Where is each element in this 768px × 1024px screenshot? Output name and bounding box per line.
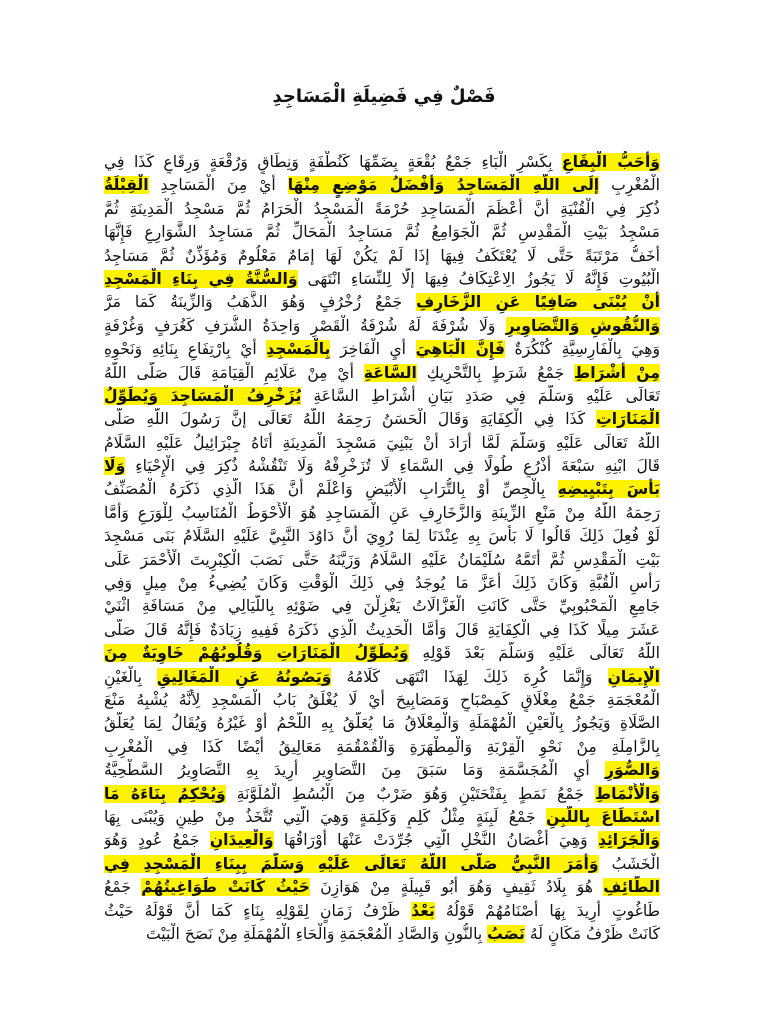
text-segment: هُوَ بِلَادُ ثَقِيفٍ وَهُوَ أَبُو قَبِيلَةٍ مِنْ هَوَازِنَ bbox=[309, 878, 604, 897]
text-segment: أَيِ الْمُجَسَّمَةِ وَمَا سَبَقَ مِنَ التَّصَاوِيرِ أُرِيدَ بِهِ التَّصَاوِيرُ السَّطْحِيَّةُ bbox=[104, 761, 605, 780]
text-segment: أَيْ مِنَ الْمَسَاجِدِ bbox=[148, 176, 288, 195]
text-line bbox=[104, 432, 660, 455]
text-segment: أَيِ الْفَاخِرَ bbox=[330, 340, 416, 359]
highlighted-phrase: وَالسُّنَّةُ فِي بِنَاءِ الْمَسْجِدِ bbox=[104, 269, 298, 288]
highlighted-phrase: بَعْدُ bbox=[411, 901, 435, 920]
text-segment: وَلَا شُرْفَةَ لَهُ شُرْفَةُ الْقَصْرِ وَاحِدَةُ الشُّرَفِ كَغُرَفٍ وَغُرْفَةٍ bbox=[104, 316, 506, 335]
text-line bbox=[104, 268, 660, 291]
text-segment: بِالْغَيْنِ bbox=[104, 667, 158, 686]
text-segment: جَمْعُ زُخْرُفٍ وَهُوَ الذَّهَبُ وَالزِّينَةُ كَمَا مَرَّ bbox=[104, 293, 417, 312]
text-line bbox=[104, 642, 660, 665]
text-segment: جَمْعُ bbox=[104, 878, 142, 897]
text-segment: قَالَ ابْنِهِ سَبْعَةَ أَذْرُعٍ طُولًا فِي السَّمَاءِ لَا تُزَخْرِفْهُ وَلَا تَنْقُشْهُ ذُكِرَ فِي الْإِحْيَاءِ bbox=[125, 457, 660, 476]
highlighted-phrase: وَالْأَنْمَاطِ bbox=[594, 784, 660, 803]
highlighted-phrase: فَإِنَّ الْبَاهِيَ bbox=[415, 340, 505, 359]
text-segment: لَوْ فُعِلَ ذَلِكَ قَالُوا لَا بَأْسَ بِهِ عِنْدَنَا لِمَا رُوِيَ أَنَّ دَاوُدَ النَّبِيَّ عَلَيْهِ السَّلَامُ بَنَى مَسْجِدَ bbox=[104, 527, 660, 546]
highlighted-phrase: حَيْثُ كَانَتْ طَوَاغِيتُهُمْ bbox=[141, 878, 310, 897]
highlighted-phrase: الْإِيمَانِ bbox=[607, 667, 660, 686]
text-segment: طَاغُوتٍ أُرِيدَ بِهَا أَصْنَامُهُمْ قَوْلُهُ bbox=[434, 901, 660, 920]
text-line bbox=[104, 525, 660, 548]
highlighted-phrase: وَأَمَرَ النَّبِيُّ صَلَّى اللَّهُ تَعَالَى عَلَيْهِ وَسَلَّمَ بِبِنَاءِ الْمَسْجِدِ فِي bbox=[104, 854, 599, 873]
text-segment: جَمْعُ لَبِنَةٍ مِثْلُ كَلِمٍ وَكَلِمَةٍ وَهِيَ الَّتِي تُتَّخَذُ مِنْ طِينٍ وَيُبْنَى بِهَا bbox=[104, 807, 547, 826]
text-line bbox=[104, 806, 660, 829]
text-line bbox=[104, 221, 660, 244]
text-segment: الصَّلَاةِ وَيَجُوزُ بِالْعَيْنِ الْمُهْمَلَةِ وَالْمِعْلَاقُ مَا يُعَلَّقُ بِهِ اللَّحْمُ أَوْ غَيْرُهُ وَيُقَالُ لِمَا يُعَلَّقُ bbox=[104, 714, 660, 733]
text-segment: جَامِعِ الْمَحْبُوبِيِّ حَتَّى كَانَتِ الْغَزَّالَاتُ يَغْزِلْنَ فِي ضَوْئِهِ بِاللَّيَالِي مِنْ مَسَافَةِ اثْنَيْ bbox=[104, 597, 660, 616]
text-line bbox=[104, 689, 660, 712]
text-line bbox=[104, 595, 660, 618]
text-line bbox=[104, 385, 660, 408]
highlighted-phrase: وَالْعِيدَانِ bbox=[209, 831, 274, 850]
text-segment: الْمُغْرِبِ bbox=[599, 176, 660, 195]
highlighted-phrase: نَصَبُ bbox=[487, 924, 525, 943]
text-segment: بَيْتِ الْمَقْدِسِ ثُمَّ أَتَمَّهُ سُلَيْمَانُ عَلَيْهِ السَّلَامُ وَزَيَّنَهُ حَتَّى نَصَبَ الْكِبْرِيتَ الْأَحْمَرَ عَلَى bbox=[104, 550, 660, 569]
text-line bbox=[104, 783, 660, 806]
text-line bbox=[104, 315, 660, 338]
text-line bbox=[104, 455, 660, 478]
text-line bbox=[104, 853, 660, 876]
highlighted-phrase: بَأْسَ بِتَبْيِيضِهِ bbox=[557, 480, 660, 499]
text-segment: رَأْسِ الْقُبَّةِ وَكَانَ ذَلِكَ أَعَزَّ مَا يُوجَدُ فِي ذَلِكَ الْوَقْتِ وَكَانَ يُضِيءُ مِنْ مِيلٍ وَفِي bbox=[104, 574, 660, 593]
text-segment: كَذَا فِي الْكِفَايَةِ وَقَالَ الْحَسَنُ رَحِمَهُ اللَّهُ تَعَالَى إنَّ رَسُولَ اللَّهِ صَلَّى bbox=[104, 410, 597, 429]
text-segment: ذُكِرَ فِي الْقُنْيَةِ أَنَّ أَعْظَمَ الْمَسَاجِدِ حُرْمَةً الْمَسْجِدُ الْحَرَامُ ثُمَّ مَسْجِدُ الْمَدِينَةِ ثُمَّ bbox=[104, 199, 660, 218]
text-segment: وَإِنَّمَا كُرِهَ ذَلِكَ لِهَذَا انْتَهَى كَلَامُهُ bbox=[331, 667, 608, 686]
text-segment: وَهِيَ أَغْصَانُ النَّخْلِ الَّتِي جُرِّدَتْ عَنْهَا أَوْرَاقُهَا bbox=[273, 831, 598, 850]
text-line bbox=[104, 338, 660, 361]
text-line bbox=[104, 408, 660, 431]
text-segment: جَمْعُ نَمَطٍ بِفَتْحَتَيْنِ وَهُوَ ضَرْبٌ مِنَ الْبُسُطِ الْمُلَوَّنَةِ bbox=[225, 784, 595, 803]
text-line bbox=[104, 666, 660, 689]
text-line bbox=[104, 502, 660, 525]
highlighted-phrase: إلَى اللَّهِ الْمَسَاجِدُ وَأَفْضَلُ مَوْضِعٍ مِنْهَا bbox=[287, 176, 600, 195]
text-line bbox=[104, 291, 660, 314]
text-segment: مَسْجِدُ بَيْتِ الْمَقْدِسِ ثُمَّ الْجَوَامِعُ ثُمَّ مَسَاجِدُ الْمَحَالِّ ثُمَّ مَسَاجِدُ الشَّوَارِعِ فَإِنَّهَا bbox=[104, 223, 660, 242]
text-segment: رَحِمَهُ اللَّهُ مِنْ مَنْعِ الزِّينَةِ وَالزَّخَارِفِ عَنِ الْمَسَاجِدِ هُوَ الْأَحْوَطُ الْمُنَاسِبُ لِلْوَرَعِ وَأَمَّا bbox=[104, 503, 660, 522]
text-segment: الْمُعْجَمَةِ جَمْعُ مِغْلَاقٍ كَمِصْبَاحٍ وَمَصَابِيحَ أَيْ لَا يُغْلَقُ بَابُ الْمَسْجِدِ لِأَنَّهُ يُشْبِهُ مَنْعَ bbox=[104, 690, 660, 709]
highlighted-phrase: الْقِبْلَةُ bbox=[104, 176, 149, 195]
body-text bbox=[104, 151, 660, 946]
text-line bbox=[104, 923, 660, 946]
text-line bbox=[104, 572, 660, 595]
text-segment: بِالزَّامِلَةِ مِنْ نَحْوِ الْقِرْبَةِ وَالْمِطْهَرَةِ وَالْقُمْقُمَةِ مَعَالِيقُ أَيْضًا كَذَا فِي الْمُغْرِبِ bbox=[104, 737, 660, 756]
highlighted-phrase: وَيُحْكِمُ بِنَاءَهُ مَا bbox=[104, 784, 226, 803]
highlighted-phrase: اسْتَطَاعَ بِاللَّبِنِ bbox=[546, 807, 660, 826]
text-segment: الْخَشَبُ bbox=[598, 854, 660, 873]
section-title: فَصْلٌ فِي فَضِيلَةِ الْمَسَاجِدِ bbox=[272, 86, 496, 107]
text-line bbox=[104, 619, 660, 642]
highlighted-phrase: بِالْمَسْجِدِ bbox=[266, 340, 331, 359]
highlighted-phrase: السَّاعَةِ bbox=[363, 363, 417, 382]
highlighted-phrase: مِنْ أَشْرَاطِ bbox=[574, 363, 660, 382]
text-line bbox=[104, 549, 660, 572]
text-line bbox=[104, 876, 660, 899]
text-segment: أَيْ مِنْ عَلَائِمِ الْقِيَامَةِ قَالَ صَلَّى اللَّهُ bbox=[104, 363, 364, 382]
text-line bbox=[104, 736, 660, 759]
text-line bbox=[104, 712, 660, 735]
text-segment: بِالنُّونِ وَالصَّادِ الْمُعْجَمَةِ وَالْحَاءِ الْمُهْمَلَةِ مِنْ نَصَحَ الْبَيْتَ bbox=[145, 924, 488, 943]
text-segment: كَانَتْ ظَرْفُ مَكَانٍ لَهُ bbox=[524, 924, 660, 943]
text-segment: أَيْ بِارْتِفَاعِ بِنَائِهِ وَنَحْوِهِ bbox=[104, 340, 267, 359]
text-segment: تَعَالَى عَلَيْهِ وَسَلَّمَ فِي صَدَدِ بَيَانِ أَشْرَاطِ السَّاعَةِ bbox=[301, 386, 660, 405]
text-line bbox=[104, 198, 660, 221]
text-segment: اللَّهُ تَعَالَى عَلَيْهِ وَسَلَّمَ بَعْدَ قَوْلِهِ bbox=[408, 644, 660, 663]
highlighted-phrase: وَالنُّقُوشِ وَالتَّصَاوِيرِ bbox=[505, 316, 660, 335]
text-line bbox=[104, 478, 660, 501]
text-segment: اللَّهُ تَعَالَى عَلَيْهِ وَسَلَّمَ لَمَّا أَرَادَ أَنْ يَبْنِيَ مَسْجِدَ الْمَدِينَةِ أَتَاهُ جِبْرَائِيلُ عَلَيْهِ السَّلَامُ bbox=[104, 433, 660, 452]
text-line bbox=[104, 174, 660, 197]
highlighted-phrase: الطَّائِفِ bbox=[603, 878, 660, 897]
text-segment: جَمْعُ عُودٍ وَهُوَ bbox=[104, 831, 210, 850]
text-line bbox=[104, 151, 660, 174]
text-segment: أَخَفُّ مَرْتَبَةً حَتَّى لَا يُعْتَكَفُ فِيهَا إذَا لَمْ يَكُنْ لَهَا إمَامٌ مَعْلُومٌ وَمُؤَذِّنٌ ثُمَّ مَسَاجِدُ bbox=[104, 246, 660, 265]
text-line bbox=[104, 829, 660, 852]
text-segment: ظَرْفُ زَمَانٍ لِقَوْلِهِ بِنَاءٍ كَمَا أَنَّ قَوْلَهُ حَيْثُ bbox=[104, 901, 412, 920]
text-line bbox=[104, 900, 660, 923]
text-segment: بِكَسْرِ الْبَاءِ جَمْعُ بُقْعَةٍ بِضَمِّهَا كَنُطْفَةٍ وَنِطَاقٍ وَرُقْعَةٍ وَرِقَاعٍ كَذَا فِي bbox=[104, 153, 562, 171]
text-segment: عَشَرَ مِيلًا كَذَا فِي الْكِفَايَةِ قَالَ وَأَمَّا الْحَدِيثُ الَّذِي ذَكَرَهُ فَفِيهِ زِيَادَةٌ فَإِنَّهُ قَالَ صَلَّى bbox=[104, 620, 660, 639]
text-segment: جَمْعُ شَرَطٍ بِالتَّحْرِيكِ bbox=[416, 363, 575, 382]
highlighted-phrase: وَيَصُونُهُ عَنِ الْمَغَالِيقِ bbox=[157, 667, 332, 686]
highlighted-phrase: وَيُطَوِّلُ الْمَنَارَاتِ وَقُلُوبُهُمْ خَاوِيَةٌ مِنَ bbox=[104, 644, 409, 663]
highlighted-phrase: وَالْجَرَائِدِ bbox=[597, 831, 660, 850]
text-segment: الْبُيُوتِ فَإِنَّهُ لَا يَجُوزُ الِاعْتِكَافُ فِيهَا إلَّا لِلنِّسَاءِ انْتَهَى bbox=[297, 269, 660, 288]
highlighted-phrase: وَالصُّوَرِ bbox=[604, 761, 660, 780]
highlighted-phrase: أَنْ يُبْنَى صَافِيًا عَنِ الزَّخَارِفِ bbox=[416, 293, 660, 312]
highlighted-phrase: وَلَا bbox=[104, 457, 126, 476]
text-line bbox=[104, 362, 660, 385]
text-line bbox=[104, 759, 660, 782]
text-segment: وَهِيَ بِالْفَارِسِيَّةِ كُنْكُرَةٌ bbox=[504, 340, 660, 359]
highlighted-phrase: يُزَخْرِفُ الْمَسَاجِدَ وَيُطَوِّلُ bbox=[104, 386, 302, 405]
highlighted-phrase: وَأَحَبُّ الْبِقَاعِ bbox=[561, 153, 660, 171]
text-line bbox=[104, 245, 660, 268]
text-segment: بِالْجِصِّ أَوْ بِالتُّرَابِ الْأَبْيَضِ وَاعْلَمْ أَنَّ هَذَا الَّذِي ذَكَرَهُ الْمُصَنِّفُ bbox=[104, 480, 558, 499]
highlighted-phrase: الْمَنَارَاتِ bbox=[596, 410, 660, 429]
